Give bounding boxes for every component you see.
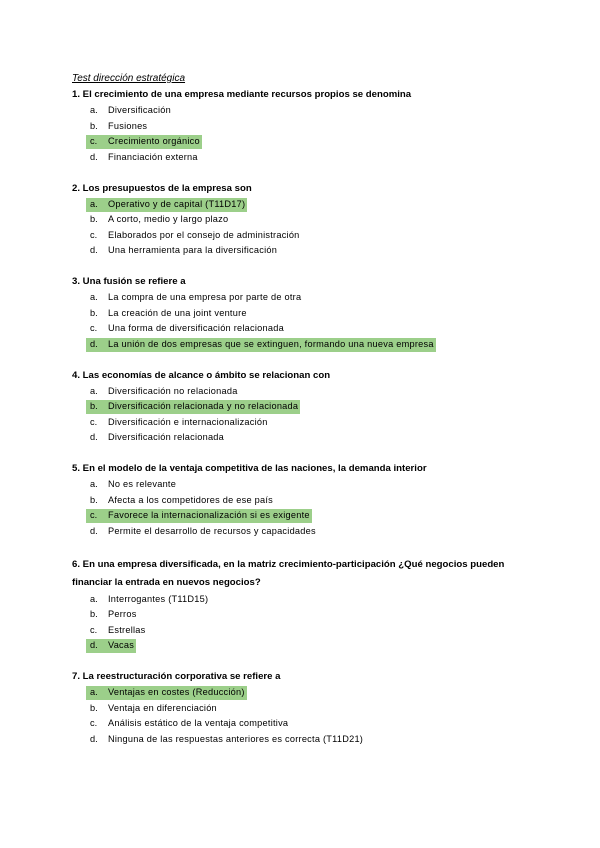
- answer-option: [72, 701, 542, 717]
- option-text: Diversificación no relacionada: [108, 385, 238, 396]
- option-text: A corto, medio y largo plazo: [108, 214, 229, 224]
- option-letter: d.: [90, 640, 98, 650]
- answer-options: [72, 384, 542, 446]
- option-text: Ventajas en costes (Reducción): [108, 687, 245, 697]
- answer-options: [72, 290, 542, 352]
- answer-option: [72, 623, 542, 639]
- question-text: 2. Los presupuestos de la empresa son: [72, 182, 252, 194]
- option-text: Interrogantes (T11D15): [108, 593, 209, 604]
- option-text: Diversificación relacionada y no relacionada: [108, 401, 299, 411]
- option-letter: b.: [90, 120, 98, 131]
- spacer: [72, 259, 542, 275]
- answer-options: [72, 103, 542, 165]
- correct-answer-option: [72, 197, 542, 213]
- option-letter: d.: [90, 338, 98, 349]
- question-6: [72, 555, 542, 654]
- spacer: [72, 446, 542, 462]
- answer-option: [72, 477, 542, 493]
- option-letter: a.: [90, 292, 98, 302]
- answer-option: [72, 716, 542, 732]
- option-text: Ventaja en diferenciación: [108, 702, 217, 713]
- option-letter: c.: [90, 416, 98, 427]
- option-text: Una herramienta para la diversificación: [108, 245, 278, 255]
- question-text: 6. En una empresa diversificada, en la matriz crecimiento-participación ¿Qué negocios pueden financiar la entrada en nuevos negocios?: [72, 558, 505, 588]
- answer-option: [72, 306, 542, 322]
- option-letter: a.: [90, 105, 98, 115]
- option-letter: a.: [90, 593, 98, 604]
- option-letter: b.: [90, 307, 98, 318]
- answer-option: [72, 592, 542, 608]
- spacer: [72, 352, 542, 368]
- question-text: 5. En el modelo de la ventaja competitiva de las naciones, la demanda interior: [72, 463, 427, 474]
- document-page: [72, 71, 542, 747]
- option-text: Diversificación: [108, 105, 171, 115]
- option-text: No es relevante: [108, 479, 177, 489]
- answer-options: [72, 477, 542, 539]
- option-text: Permite el desarrollo de recursos y capacidades: [108, 525, 316, 536]
- question-5: [72, 461, 542, 539]
- option-text: Elaborados por el consejo de administración: [108, 229, 300, 240]
- option-text: La unión de dos empresas que se extinguen, formando una nueva empresa: [108, 338, 434, 349]
- spacer: [72, 539, 542, 555]
- correct-answer-option: [72, 337, 542, 353]
- answer-option: [72, 228, 542, 244]
- question-7: [72, 669, 542, 747]
- document-title: Test dirección estratégica: [72, 73, 186, 84]
- question-text: 1. El crecimiento de una empresa mediante recursos propios se denomina: [72, 89, 412, 100]
- correct-answer-option: [72, 399, 542, 415]
- option-text: Vacas: [108, 640, 135, 650]
- option-letter: d.: [90, 733, 98, 744]
- option-letter: a.: [90, 479, 98, 489]
- option-text: La creación de una joint venture: [108, 307, 247, 318]
- question-text: 3. Una fusión se refiere a: [72, 276, 186, 287]
- spacer: [72, 654, 542, 670]
- option-letter: c.: [90, 624, 98, 635]
- answer-option: [72, 493, 542, 509]
- answer-options: [72, 592, 542, 654]
- question-3: [72, 274, 542, 352]
- question-2: [72, 181, 542, 259]
- answer-option: [72, 384, 542, 400]
- answer-option: [72, 607, 542, 623]
- correct-answer-option: [72, 685, 542, 701]
- option-text: Fusiones: [108, 120, 148, 131]
- option-letter: b.: [90, 401, 98, 411]
- option-letter: d.: [90, 432, 98, 442]
- option-letter: a.: [90, 385, 98, 396]
- question-list: [72, 87, 542, 747]
- option-letter: c.: [90, 229, 98, 240]
- answer-option: [72, 243, 542, 259]
- correct-answer-option: [72, 134, 542, 150]
- option-text: Análisis estático de la ventaja competitiva: [108, 718, 289, 728]
- answer-option: [72, 732, 542, 748]
- option-letter: d.: [90, 245, 98, 255]
- option-letter: d.: [90, 151, 98, 162]
- option-text: Diversificación relacionada: [108, 432, 225, 442]
- correct-answer-option: [72, 638, 542, 654]
- answer-option: [72, 321, 542, 337]
- answer-option: [72, 119, 542, 135]
- answer-option: [72, 150, 542, 166]
- option-text: Perros: [108, 609, 137, 619]
- answer-option: [72, 430, 542, 446]
- answer-option: [72, 415, 542, 431]
- answer-options: [72, 685, 542, 747]
- option-text: Estrellas: [108, 624, 146, 635]
- answer-option: [72, 290, 542, 306]
- option-text: Diversificación e internacionalización: [108, 416, 268, 427]
- option-letter: b.: [90, 214, 98, 224]
- question-1: [72, 87, 542, 165]
- option-text: Una forma de diversificación relacionada: [108, 323, 284, 333]
- question-text: 7. La reestructuración corporativa se refiere a: [72, 671, 281, 682]
- option-text: Ninguna de las respuestas anteriores es correcta (T11D21): [108, 733, 364, 744]
- answer-option: [72, 212, 542, 228]
- option-text: Favorece la internacionalización si es exigente: [108, 510, 310, 520]
- correct-answer-option: [72, 508, 542, 524]
- option-letter: d.: [90, 525, 98, 536]
- answer-option: [72, 524, 542, 540]
- option-letter: c.: [90, 718, 98, 728]
- option-letter: a.: [90, 687, 98, 697]
- option-letter: b.: [90, 609, 98, 619]
- answer-option: [72, 103, 542, 119]
- question-4: [72, 368, 542, 446]
- option-text: La compra de una empresa por parte de otra: [108, 292, 302, 302]
- option-letter: c.: [90, 136, 98, 146]
- option-letter: b.: [90, 702, 98, 713]
- option-letter: a.: [90, 198, 98, 209]
- option-letter: c.: [90, 323, 98, 333]
- option-letter: c.: [90, 510, 98, 520]
- option-text: Crecimiento orgánico: [108, 136, 200, 146]
- answer-options: [72, 197, 542, 259]
- question-text: 4. Las economías de alcance o ámbito se relacionan con: [72, 369, 331, 381]
- option-letter: b.: [90, 494, 98, 505]
- option-text: Operativo y de capital (T11D17): [108, 198, 246, 209]
- spacer: [72, 165, 542, 181]
- option-text: Financiación externa: [108, 151, 198, 162]
- option-text: Afecta a los competidores de ese país: [108, 494, 274, 505]
